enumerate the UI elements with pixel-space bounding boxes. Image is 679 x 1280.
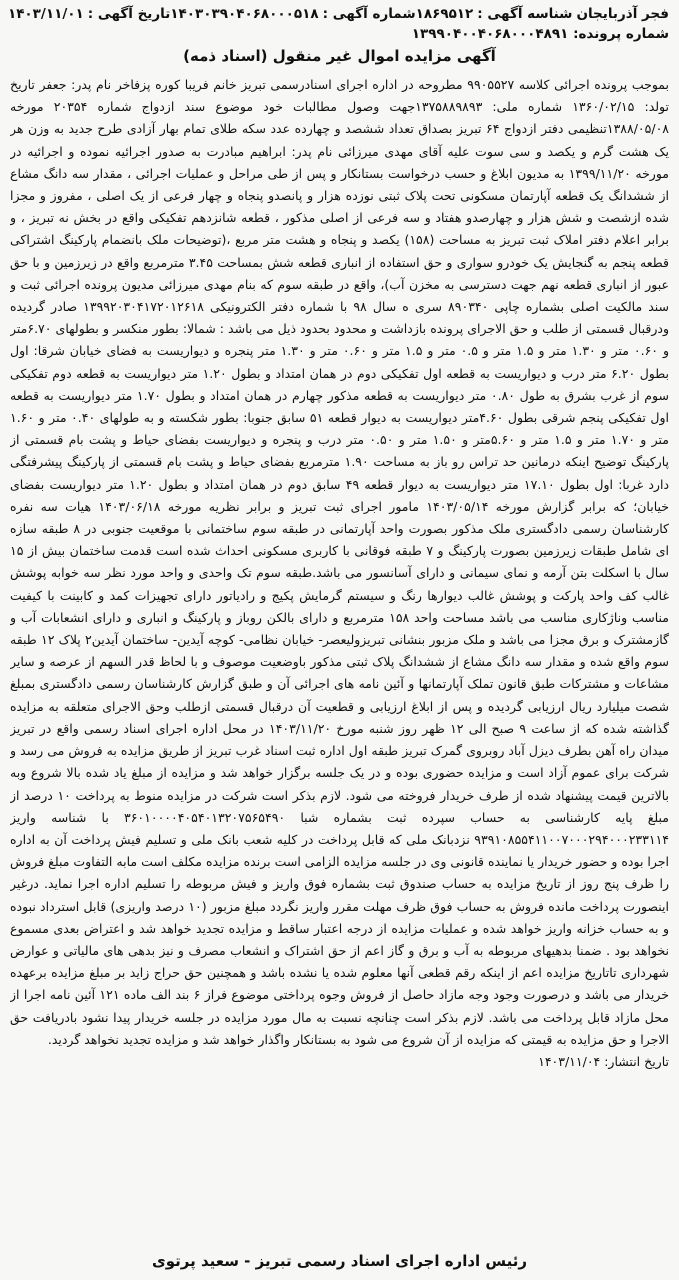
ad-id-label: شناسه آگهی : (477, 6, 573, 22)
ad-title: آگهی مزایده اموال غیر منقول (اسناد ذمه) (183, 47, 496, 65)
ad-id-value: ۱۸۶۹۵۱۲ (415, 6, 474, 22)
header-right-group (8, 6, 170, 22)
ad-body (10, 74, 669, 1222)
ad-number-label: شماره آگهی : (322, 6, 416, 22)
publish-date: تاریخ انتشار: ۱۴۰۳/۱۱/۰۴ (538, 1053, 669, 1069)
newspaper-name: فجر آذربایجان (576, 6, 669, 22)
signature: رئیس اداره اجرای اسناد رسمی تبریز - سعید پرتوی (151, 1252, 527, 1270)
ad-date-value: ۱۴۰۳/۱۱/۰۱ (7, 6, 84, 22)
ad-body-text: بموجب پرونده اجرائی کلاسه ۹۹۰۵۵۲۷ مطروحه در اداره اجرای اسنادرسمی تبریز خانم فریبا کوره پزفاخر نام پدر: جعفر تاریخ تولد: ۱۳۶۰/۰۲/۱۵ شماره ملی: ۱۳۷۵۸۸۹۸۹۳جهت وصول مطالبات خود موضوع سند ازدواج شماره ۲۰۳۵۴ مورخه ۱۳۸۸/۰۵/۰۸تنظیمی دفتر ازدواج ۶۴ تبریز بصداق تعداد ششصد و چهارده عدد سکه طلای تمام بهار آزادی طرح جدید به وزن هر یک هشت گرم و یکصد و سی سوت علیه آقای مهدی میرزائی نام پدر: ابراهیم مبادرت به صدور اجرائیه نموده و اجرائیه در مورخه ۱۳۹۹/۱۱/۲۰ به مدیون ابلاغ و حسب درخواست بستانکار و پس از طی مراحل و عملیات اجرائی ، مقدار سه دانگ مشاع از ششدانگ یک قطعه آپارتمان مسکونی تحت پلاک ثبتی نوزده هزار و پانصدو پنجاه و چهار فرعی از یک اصلی ، مفروز و مجزا شده ازشصت و شش هزار و چهارصدو هفتاد و سه فرعی از اصلی مذکور ، قطعه شانزدهم تفکیکی واقع در بخش نه تبریز ، و برابر اعلام دفتر املاک ثبت تبریز به مساحت (۱۵۸) یکصد و پنجاه و هشت متر مربع ،(توضیحات ملک بانضمام پارکینگ اشتراکی قطعه پنجم به گنجایش یک خودرو سواری و حق استفاده از انباری قطعه شش بمساحت ۳.۴۵ مترمربع واقع در زیرزمین و با حق عبور از انباری قطعه نهم جهت دسترسی به مخزن آب)، واقع در طبقه سوم که بنام مهدی میرزائی مدیون پرونده اجرائی ثبت و سند مالکیت اصلی بشماره چاپی ۸۹۰۳۴۰ سری ه سال ۹۸ با شماره دفتر الکترونیکی ۱۳۹۹۲۰۳۰۴۱۷۲۰۱۲۶۱۸ صادر گردیده ودرقبال قسمتی از طلب و حق الاجرای پرونده بازداشت و محدود بحدود ذیل می باشد : شمالا: بطور منکسر و بطولهای ۶.۷۰متر و ۰.۶۰ متر و ۱.۳۰ متر و ۱.۵ متر و ۰.۵ متر و ۱.۵ متر و ۰.۶۰ متر و ۱.۳۰ متر پنجره و دیواریست به فضای خیابان شرقا: اول بطول ۶.۲۰ متر درب و دیواریست به قطعه اول تفکیکی دوم در همان امتداد و بطول ۱.۲۰ متر دیواریست به قطعه دوم تفکیکی سوم از غرب بشرق به طول ۰.۸۰ متر دیواریست به قطعه مذکور چهارم در همان امتداد و بطول ۱.۷۰ متر دیواریست به قطعه اول تفکیکی پنجم شرقی بطول ۴.۶۰متر دیواریست به دیوار قطعه ۵۱ سابق جنوبا: بطور شکسته و به طولهای ۰.۴۰ متر و ۱.۶۰ متر و ۱.۷۰ متر و ۱.۵ متر و ۵.۶۰متر و ۱.۵۰ متر و ۰.۵۰ متر درب و پنجره و دیواریست بفضای حیاط و پشت بام قسمتی از پارکینگ توضیح اینکه درمانین حد تراس رو باز به مساحت ۱.۹۰ مترمربع بفضای حیاط و پشت بام قسمتی از پارکینگ پیشرفتگی دارد غربا: اول بطول ۱۷.۱۰ متر دیواریست به دیوار قطعه ۴۹ سابق دوم در همان امتداد و بطول ۱.۲۰ متر دیواریست بفضای خیابان؛ که برابر گزارش مورخه ۱۴۰۳/۰۵/۱۴ مامور اجرای ثبت تبریز و برابر نظریه مورخه ۱۴۰۳/۰۶/۱۸ هیات سه نفره کارشناسان رسمی دادگستری ملک مذکور بصورت واحد آپارتمانی در طبقه سوم ساختمانی با موقعیت جنوبی در ۸ طبقه سازه ای شامل طبقات زیرزمین بصورت پارکینگ و ۷ طبقه فوقانی با کاربری مسکونی احداث شده است قدمت ساختمان بیش از ۱۵ سال با اسکلت بتن آرمه و نمای سیمانی و دارای آسانسور می باشد.طبقه سوم تک واحدی و واحد مورد نظر سه خوابه پوشش غالب کف واحد پارکت و پوشش غالب دیوارها رنگ و سیستم گرمایش پکیج و رادیاتور دارای تجهیزات کمد و کابینت با کیفیت مناسب وناژکاری مناسب می باشد مساحت واحد ۱۵۸ مترمربع و دارای بالکن روباز و پارکینگ و انباری و دارای انشعابات آب و گازمشترک و برق مجزا می باشد و ملک مزبور بنشانی تبریزولیعصر- خیابان نظامی- کوچه آیدین- ساختمان آیدین۲ پلاک ۱۲ طبقه سوم واقع شده و مقدار سه دانگ مشاع از ششدانگ پلاک ثبتی مذکور باوضعیت موصوف و با لحاظ قدر السهم از عرصه و سایر مشاعات و مشترکات طبق قانون تملک آپارتمانها و آئین نامه های اجرائی آن و طبق گزارش کارشناسان رسمی دادگستری بمبلغ شصت میلیارد ریال ارزیابی گردیده و پس از ابلاغ ارزیابی و قطعیت آن درقبال قسمتی ازطلب وحق الاجرای متعلقه به مزایده گذاشته شده که از ساعت ۹ صبح الی ۱۲ ظهر روز شنبه مورخ ۱۴۰۳/۱۱/۲۰ در محل اداره اجرای اسناد رسمی واقع در تبریز میدان راه آهن بطرف دیزل آباد روبروی گمرک تبریز طبقه اول اداره ثبت اسناد غرب تبریز از طریق مزایده به فروش می رسد و شرکت برای عموم آزاد است و مزایده حضوری بوده و در یک جلسه برگزار خواهد شد و مزایده از مبلغ یاد شده بالا شروع وبه بالاترین قیمت پیشنهاد شده از طرف خریدار فروخته می شود. لازم بذکر است شرکت در مزایده منوط به پرداخت ۱۰ درصد از مبلغ پایه کارشناسی به حساب سپرده ثبت بشماره شبا ۳۶۰۱۰۰۰۰۴۰۵۴۰۱۳۲۰۷۵۶۵۴۹۰ با شناسه واریز ۹۳۹۱۰۸۵۵۴۱۱۰۰۷۰۰۰۲۹۴۰۰۰۲۳۳۱۱۴ نزدبانک ملی که قابل پرداخت در کلیه شعب بانک ملی و تسلیم فیش پرداخت آن به اداره اجرا بوده و حضور خریدار یا نماینده قانونی وی در جلسه مزایده الزامی است برنده مزایده مکلف است مابه التفاوت مبلغ فروش را ظرف پنج روز از تاریخ مزایده به حساب صندوق ثبت بشماره فوق واریز و فیش مربوطه را تسلیم اداره اجرا نماید. درغیر اینصورت پرداخت مانده فروش به حساب فوق ظرف مهلت مقرر واریز نگردد مبلغ مزبور (۱۰ درصد واریزی) قابل استرداد نبوده و به حساب خزانه واریز خواهد شده و عملیات مزایده از درجه اعتبار ساقط و مزایده تجدید خواهد شد و اعتراض بعدی مسموع نخواهد بود . ضمنا بدهیهای مربوطه به آب و برق و گاز اعم از حق اشتراک و انشعاب مصرف و نیز بدهی های مالیاتی و عوارض شهرداری تاتاریخ مزایده اعم از اینکه رقم قطعی آنها معلوم شده یا نشده باشد و همچنین حق حراج زاید بر مبلغ مزایده برعهده خریدار می باشد و درصورت وجود وجه مازاد حاصل از فروش وجوه پرداختی موضوع فراز ۶ بند الف ماده ۱۲۱ آئین نامه اجرا از محل مازاد قابل پرداخت می باشد. لازم بذکر است چنانچه نسبت به مال مورد مزایده در جلسه خریدار پیدا نشود بادریافت حق الاجرا و حق مزایده به قیمتی که مزایده از آن شروع می شود به بستانکار واگذار خواهد شد و مزایده تجدید نخواهد گردید. (10, 77, 669, 1047)
header-line (7, 4, 669, 24)
header-left-group (416, 6, 669, 22)
ad-number-value: ۱۴۰۳۰۳۹۰۴۰۶۸۰۰۰۵۱۸ (170, 6, 319, 22)
case-number-value: ۱۳۹۹۰۴۰۰۴۰۶۸۰۰۰۴۸۹۱ (411, 26, 569, 42)
case-number-label: شماره پرونده: (573, 26, 669, 42)
case-number-line (10, 24, 669, 44)
header-mid-group (170, 6, 415, 22)
ad-date-label: تاریخ آگهی : (87, 6, 171, 22)
